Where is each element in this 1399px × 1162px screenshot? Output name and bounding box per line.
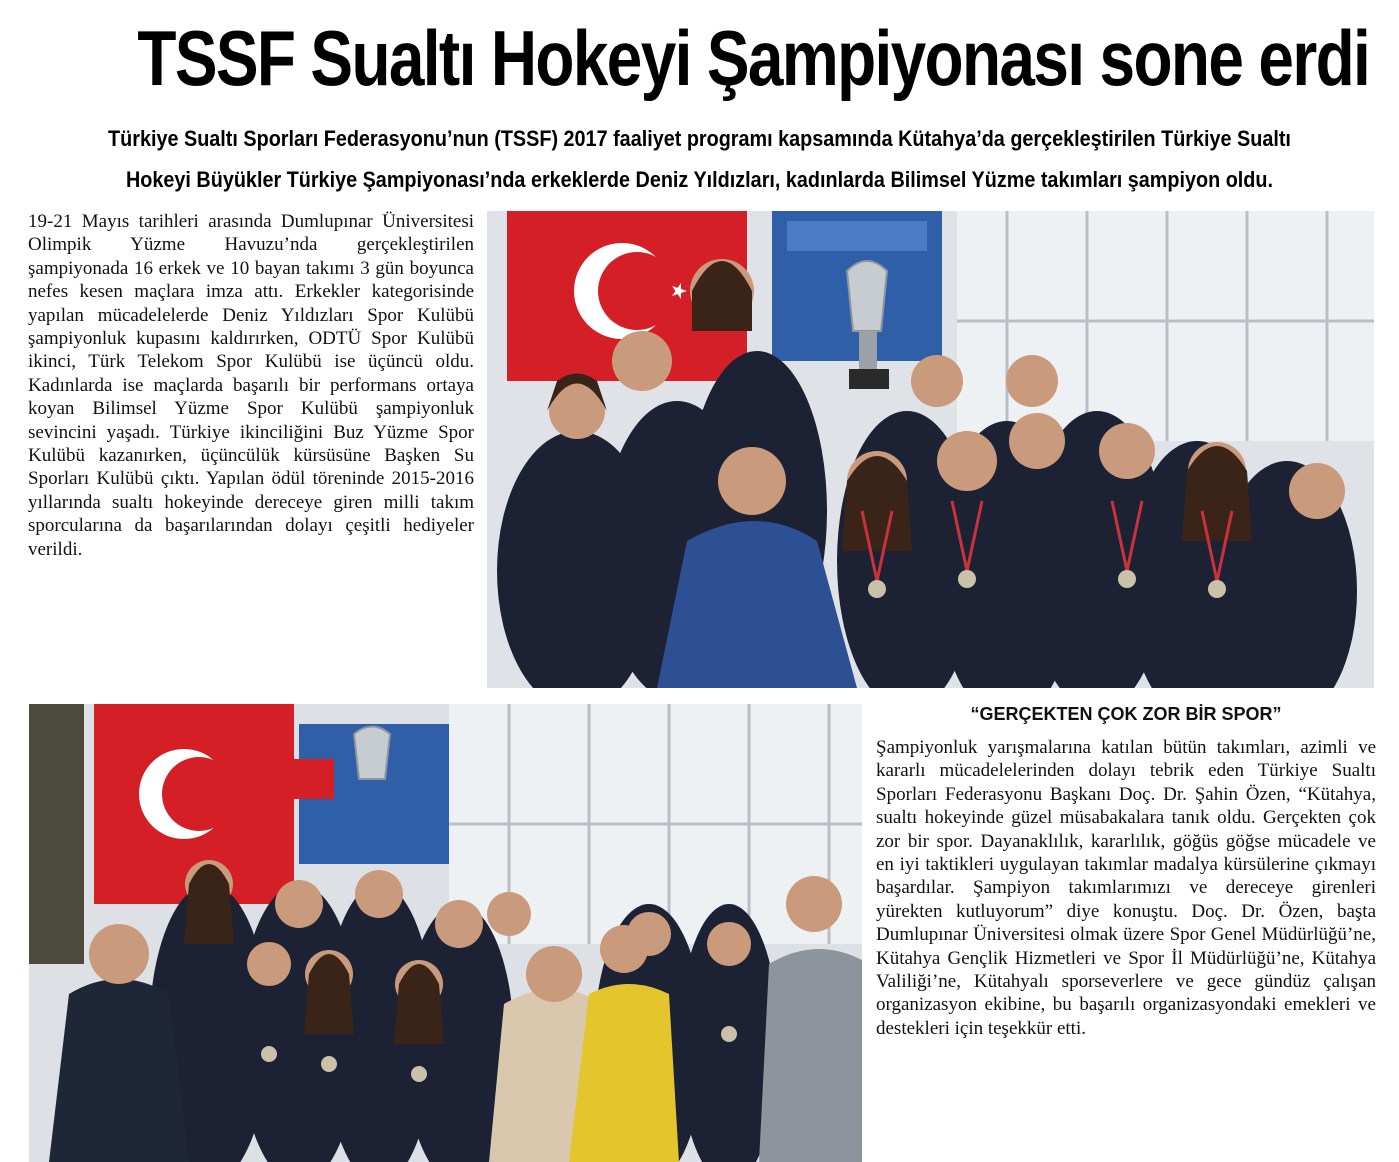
team-photo-top (487, 211, 1374, 688)
lead-line: Türkiye Sualtı Sporları Federasyonu’nun (TSSF) 2017 faaliyet programı kapsamında Kütahya’da gerçekleştirilen Türkiye Sualtı (108, 126, 1291, 151)
body-column-left: 19-21 Mayıs tarihleri arasında Dumlupınar Üniversitesi Olimpik Yüzme Havuzu’nda gerçekleştirilen şampiyonada 16 erkek ve 10 bayan takımı 3 gün boyunca nefes kesen maçlara imza attı. Erkekler kategorisinde yapılan mücadelelerde Deniz Yıldızları Spor Kulübü şampiyonluk kupasını kaldırırken, ODTÜ Spor Kulübü ikinci, Türk Telekom Spor Kulübü ise üçüncü oldu. Kadınlarda ise maçlarda başarılı bir performans ortaya koyan Bilimsel Yüzme Spor Kulübü şampiyonluk sevincini yaşadı. Türkiye ikinciliğini Buz Yüzme Spor Kulübü kazanırken, üçüncülük kürsüsüne Başken Su Sporları Kulübü çıktı. Yapılan ödül töreninde 2015-2016 yıllarında sualtı hokeyinde dereceye giren milli takım sporcularına da başarılarından dolayı çeşitli hediyeler verildi. (28, 211, 474, 560)
lead-paragraph (0, 118, 1399, 202)
subheading: “GERÇEKTEN ÇOK ZOR BİR SPOR” (970, 704, 1282, 724)
lead-line: Hokeyi Büyükler Türkiye Şampiyonası’nda erkeklerde Deniz Yıldızları, kadınlarda Bilimsel Yüzme takımları şampiyon oldu. (126, 167, 1273, 192)
body-column-right: Şampiyonluk yarışmalarına katılan bütün takımları, azimli ve kararlı mücadelelerinden dolayı tebrik eden Türkiye Sualtı Sporları Federasyonu Başkanı Doç. Dr. Şahin Özen, “Kütahya, sualtı hokeyinde güzel müsabakalara tanık oldu. Gerçekten çok zor bir spor. Dayanaklılık, kararlılık, göğüs göğse mücadele ve en iyi taktikleri uygulayan takımlar madalya kürsülerine çıkmayı başardılar. Şampiyon takımlarımızı ve dereceye girenleri yürekten kutluyorum” diye konuştu. Doç. Dr. Özen, başta Dumlupınar Üniversitesi olmak üzere Spor Genel Müdürlüğü’ne, Kütahya Gençlik Hizmetleri ve Spor İl Müdürlüğü’ne, Kütahya Valiliği’ne, Kütahyalı sporseverlere ve gece gündüz çalışan organizasyon ekibine, bu başarılı organizasyondaki emekleri ve destekleri için teşekkür etti. (876, 737, 1376, 1039)
headline: TSSF Sualtı Hokeyi Şampiyonası sone erdi (137, 14, 1370, 102)
team-photo-bottom (29, 704, 862, 1162)
